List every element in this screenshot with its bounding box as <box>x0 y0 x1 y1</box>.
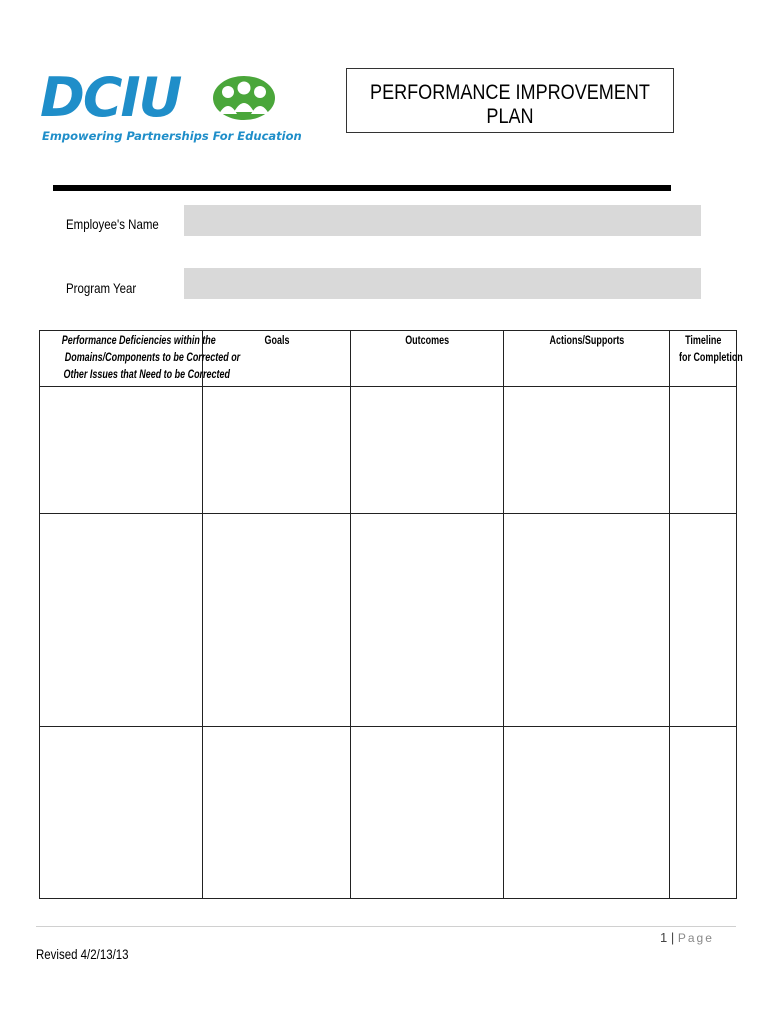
revision-text: Revised 4/2/13/13 <box>36 946 129 962</box>
header-deficiencies <box>40 331 241 387</box>
header-goals-label: Goals <box>264 335 289 347</box>
header-deficiencies-line1: Performance Deficiencies within the <box>61 335 216 347</box>
program-year-label: Program Year <box>66 280 137 296</box>
cell-outcomes[interactable] <box>351 387 504 514</box>
cell-actions[interactable] <box>504 387 670 514</box>
page-number-value: 1 <box>660 930 668 945</box>
cell-deficiencies[interactable] <box>40 387 203 514</box>
header-timeline <box>670 331 743 387</box>
footer-divider <box>36 926 736 927</box>
cell-actions[interactable] <box>504 514 670 727</box>
header-outcomes <box>351 331 504 387</box>
cell-timeline[interactable] <box>670 727 737 899</box>
header-timeline-line1: Timeline <box>684 335 722 347</box>
header-actions <box>504 331 670 387</box>
employee-name-label: Employee's Name <box>66 216 159 232</box>
cell-outcomes[interactable] <box>351 727 504 899</box>
logo-wordmark: DCIU <box>40 66 181 129</box>
document-title: PERFORMANCE IMPROVEMENT PLAN <box>370 81 650 128</box>
document-title-box <box>346 68 674 133</box>
logo-tagline: Empowering Partnerships For Education <box>42 129 302 143</box>
table-row <box>40 727 737 899</box>
employee-name-field[interactable] <box>184 205 701 236</box>
cell-timeline[interactable] <box>670 387 737 514</box>
page-separator: | <box>667 930 678 945</box>
table-header-row <box>40 331 737 387</box>
header-deficiencies-line2: Domains/Components to be Corrected or <box>64 352 241 364</box>
cell-goals[interactable] <box>203 514 351 727</box>
logo-people-icon <box>212 74 276 122</box>
cell-deficiencies[interactable] <box>40 727 203 899</box>
header-timeline-line2: for Completion <box>678 352 743 364</box>
page-word: Page <box>677 931 714 945</box>
program-year-field[interactable] <box>184 268 701 299</box>
table-row <box>40 387 737 514</box>
cell-outcomes[interactable] <box>351 514 504 727</box>
page-number <box>660 930 714 945</box>
header-divider <box>53 185 671 191</box>
cell-goals[interactable] <box>203 387 351 514</box>
header-actions-label: Actions/Supports <box>549 335 624 347</box>
table-row <box>40 514 737 727</box>
cell-timeline[interactable] <box>670 514 737 727</box>
revision-note <box>36 946 149 964</box>
cell-deficiencies[interactable] <box>40 514 203 727</box>
header-deficiencies-line3: Other Issues that Need to be Corrected <box>63 369 230 381</box>
improvement-plan-table <box>39 330 743 899</box>
cell-goals[interactable] <box>203 727 351 899</box>
header-outcomes-label: Outcomes <box>405 335 449 347</box>
cell-actions[interactable] <box>504 727 670 899</box>
